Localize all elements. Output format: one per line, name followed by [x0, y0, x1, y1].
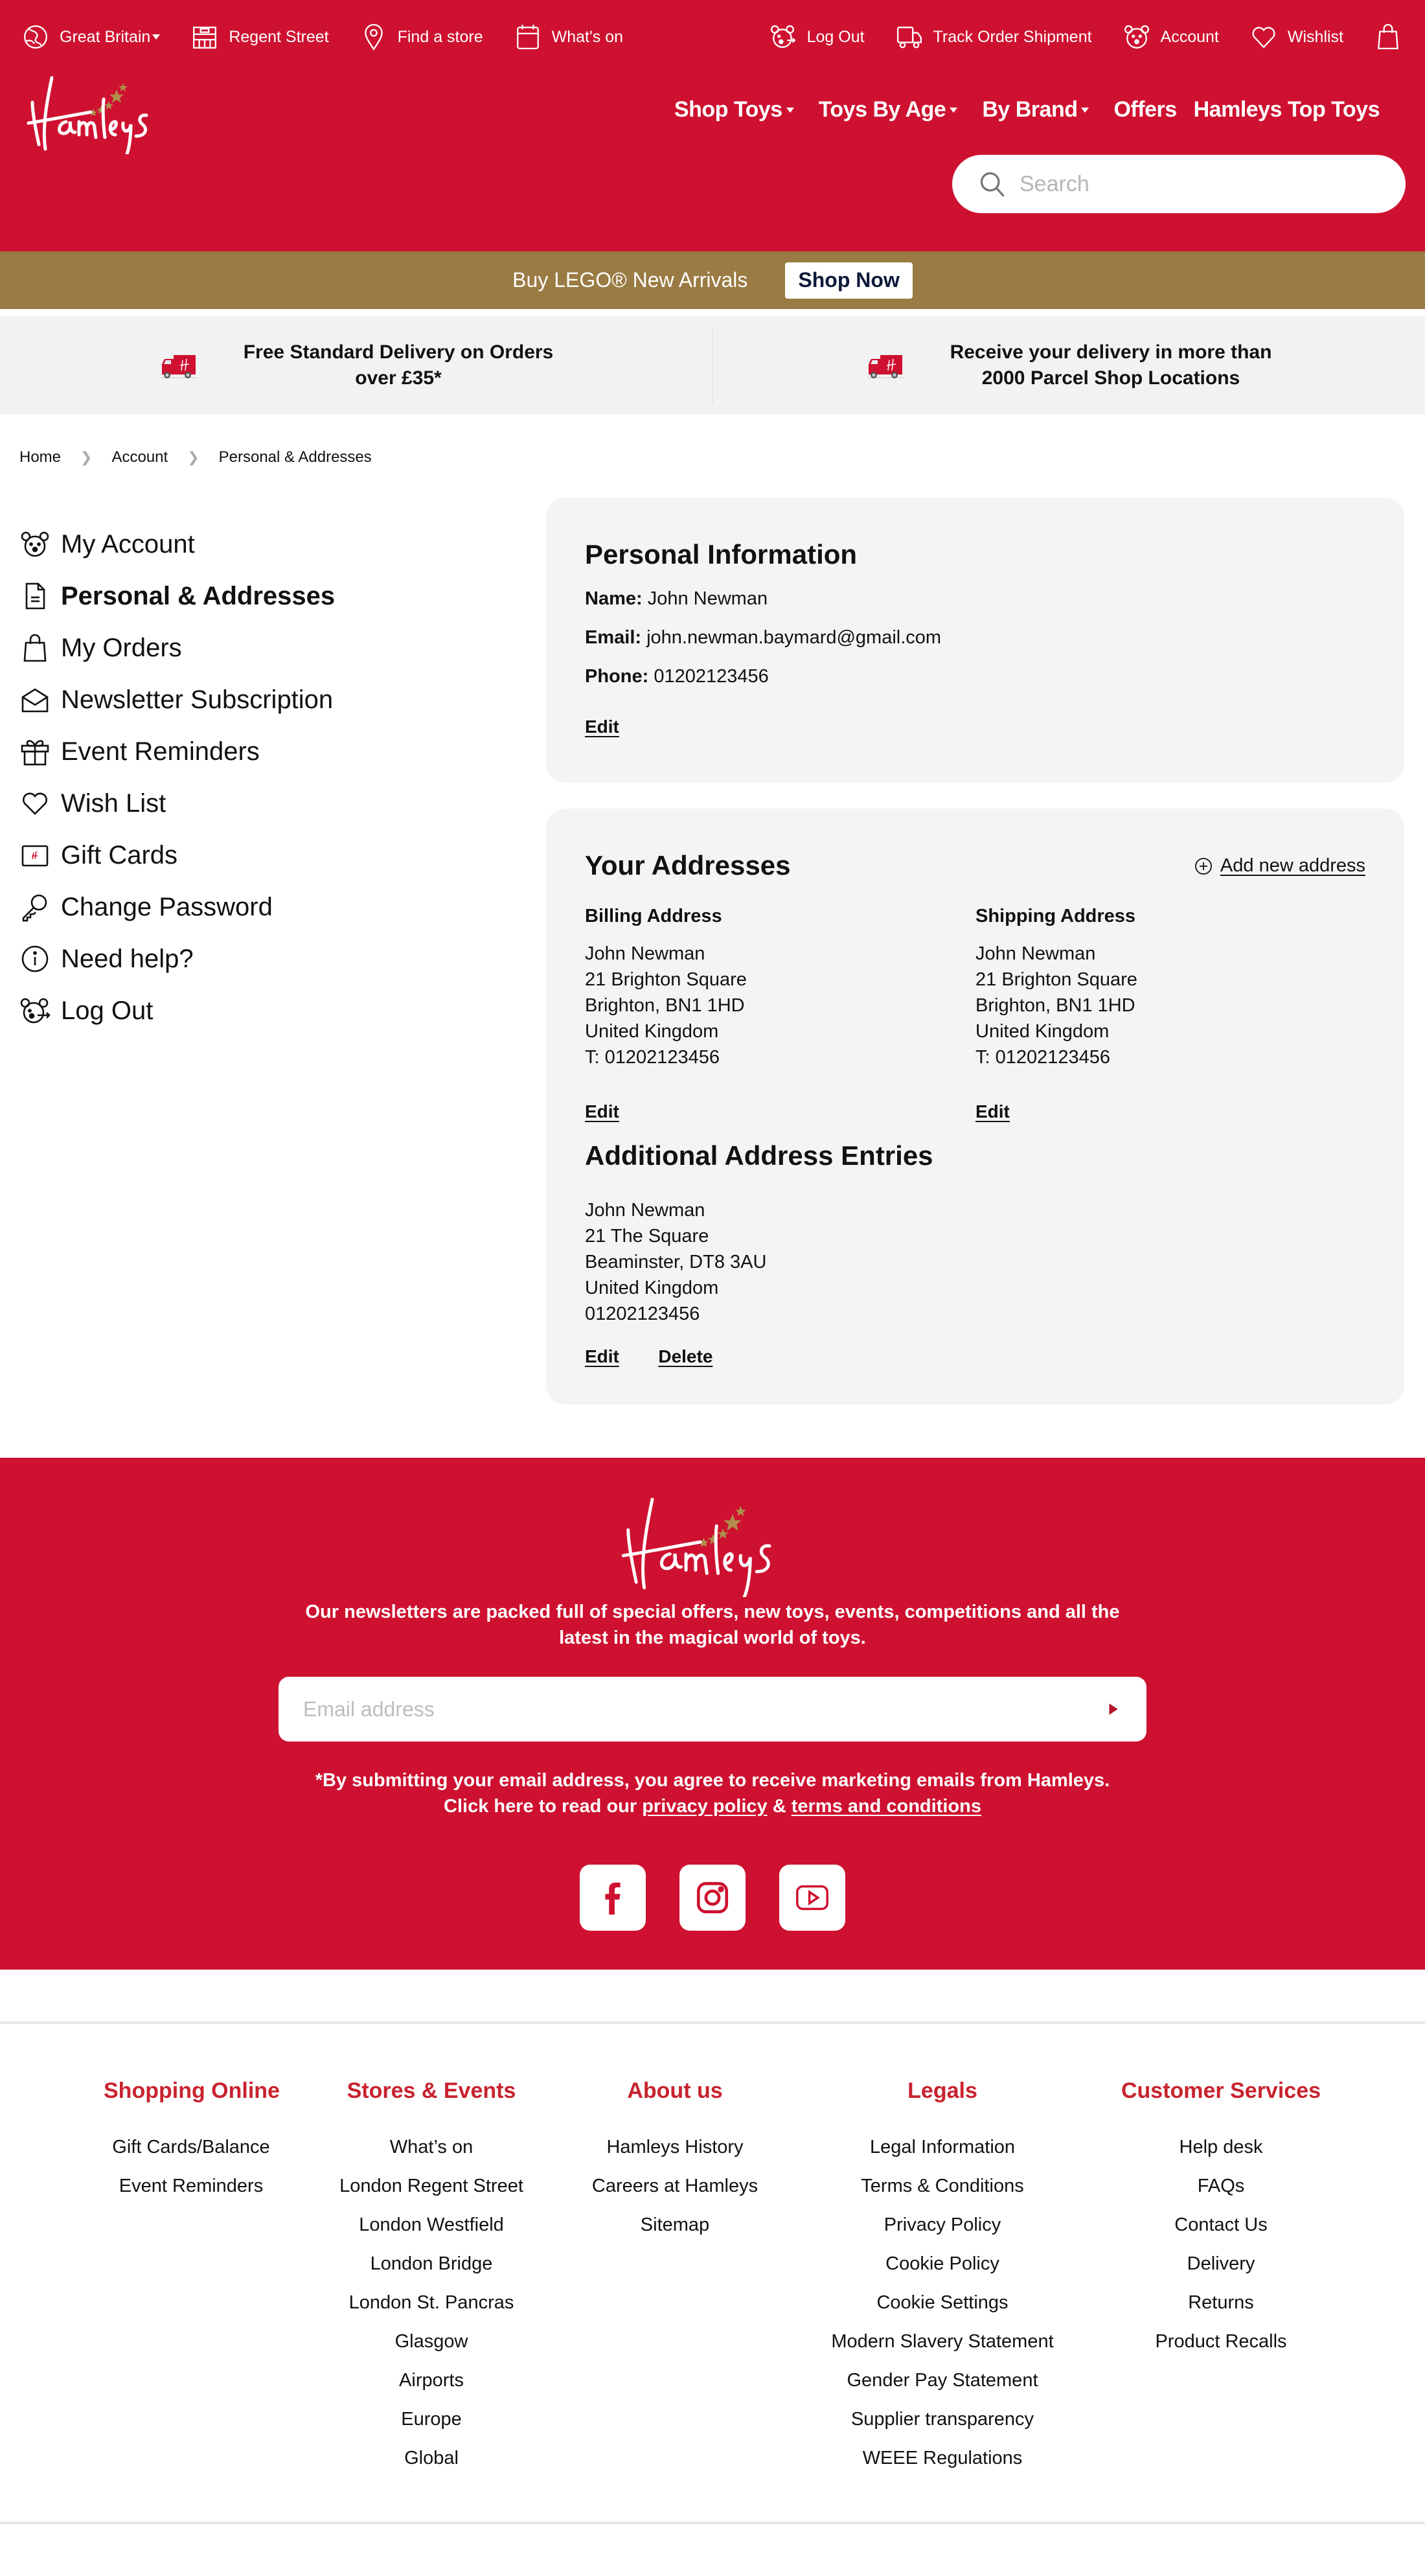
- phone-row: [585, 666, 769, 687]
- footer-link[interactable]: Modern Slavery Statement: [831, 2331, 1054, 2352]
- bear-icon: [19, 529, 51, 560]
- sidebar-item-my-account[interactable]: [19, 518, 512, 570]
- sidebar-item-label: Personal & Addresses: [61, 581, 336, 610]
- add-new-address-link[interactable]: [1194, 855, 1365, 877]
- address-line: Beaminster, DT8 3AU: [585, 1252, 767, 1272]
- breadcrumb: [19, 448, 372, 466]
- email-label: Email:: [585, 627, 642, 648]
- name-label: Name:: [585, 588, 643, 609]
- footer-link[interactable]: Hamleys History: [606, 2137, 744, 2157]
- nav-shop-toys[interactable]: [674, 97, 794, 122]
- play-arrow-icon: [1106, 1702, 1120, 1716]
- footer-link[interactable]: Gift Cards/Balance: [112, 2137, 270, 2157]
- additional-address-actions: [585, 1346, 766, 1367]
- additional-address-entry: [585, 1197, 766, 1367]
- topbar-left: [22, 22, 654, 52]
- newsletter-text-line: latest in the magical world of toys.: [559, 1627, 866, 1648]
- footer-heading: About us: [627, 2078, 723, 2103]
- nav-offers-label: Offers: [1113, 97, 1177, 122]
- sidebar-item-label: My Orders: [61, 633, 182, 662]
- newsletter-form: [279, 1677, 1146, 1742]
- address-line: 21 The Square: [585, 1226, 709, 1247]
- edit-shipping-address-link[interactable]: Edit: [975, 1101, 1010, 1121]
- breadcrumb-current: Personal & Addresses: [218, 448, 372, 466]
- shipping-address-heading: Shipping Address: [975, 906, 1136, 926]
- plus-circle-icon: [1194, 857, 1213, 875]
- find-store-link[interactable]: [360, 23, 483, 51]
- footer-col-stores-events: [328, 2073, 535, 2478]
- address-line: John Newman: [585, 1200, 705, 1221]
- delivery-line-2: 2000 Parcel Shop Locations: [981, 367, 1240, 389]
- search-bar[interactable]: [952, 155, 1406, 213]
- footer-link[interactable]: Returns: [1188, 2292, 1254, 2313]
- chevron-right-icon: ❯: [80, 449, 93, 465]
- disclaimer-prefix: Click here to read our: [444, 1796, 643, 1817]
- phone-label: Phone:: [585, 666, 649, 687]
- cart-button[interactable]: [1374, 23, 1402, 51]
- address-line: 21 Brighton Square: [585, 969, 747, 990]
- footer-link[interactable]: Global: [404, 2448, 459, 2468]
- edit-additional-address-link[interactable]: Edit: [585, 1346, 619, 1366]
- footer-bottom-divider: [0, 2522, 1425, 2524]
- delivery-text: [244, 339, 554, 391]
- hamleys-logo[interactable]: [19, 70, 181, 154]
- logout-link[interactable]: [770, 23, 865, 51]
- delivery-line-1: Receive your delivery in more than: [950, 341, 1272, 363]
- footer-link[interactable]: Cookie Policy: [885, 2253, 999, 2274]
- breadcrumb-home[interactable]: Home: [19, 448, 62, 466]
- privacy-policy-link[interactable]: privacy policy: [642, 1796, 768, 1817]
- footer-link[interactable]: Glasgow: [394, 2331, 468, 2352]
- site-header: [0, 0, 1425, 251]
- delete-additional-address-link[interactable]: Delete: [658, 1346, 713, 1366]
- whats-on-label: What's on: [551, 27, 624, 46]
- email-value: john.newman.baymard@gmail.com: [646, 627, 942, 648]
- newsletter-disclaimer: [194, 1767, 1231, 1819]
- nav-by-brand[interactable]: [982, 97, 1089, 122]
- footer-col-about-us: [578, 2073, 772, 2244]
- hamleys-logo-icon: [612, 1487, 813, 1597]
- envelope-open-icon: [19, 684, 51, 715]
- newsletter-email-input[interactable]: [303, 1697, 1104, 1721]
- country-selector[interactable]: [22, 23, 160, 51]
- sidebar-item-gift-cards[interactable]: [19, 829, 512, 881]
- sidebar-item-label: Wish List: [61, 788, 166, 818]
- shop-now-button[interactable]: Shop Now: [785, 262, 912, 299]
- sidebar-item-wish-list[interactable]: [19, 777, 512, 829]
- sidebar-item-label: Log Out: [61, 996, 154, 1025]
- bear-logout-icon: [770, 23, 797, 51]
- storefront-icon: [191, 23, 218, 51]
- name-row: [585, 588, 768, 610]
- document-icon: [19, 581, 51, 612]
- store-label: Regent Street: [229, 27, 329, 46]
- footer-link[interactable]: Supplier transparency: [850, 2409, 1034, 2430]
- footer-link[interactable]: Careers at Hamleys: [591, 2176, 758, 2196]
- billing-address-heading: Billing Address: [585, 906, 722, 926]
- nav-by-brand-label: By Brand: [982, 97, 1078, 122]
- disclaimer-text: *By submitting your email address, you agree to receive marketing emails from Hamleys.: [315, 1770, 1110, 1791]
- edit-personal-info-link[interactable]: Edit: [585, 717, 619, 737]
- info-icon: [19, 943, 51, 974]
- newsletter-submit-button[interactable]: [1104, 1700, 1122, 1718]
- address-line: 21 Brighton Square: [975, 969, 1137, 990]
- nav-offers[interactable]: [1113, 97, 1176, 122]
- sidebar-item-need-help[interactable]: [19, 933, 512, 985]
- ampersand: &: [767, 1796, 792, 1817]
- whats-on-link[interactable]: [514, 23, 623, 51]
- footer-link[interactable]: Sitemap: [640, 2214, 710, 2235]
- gift-card-icon: [19, 840, 51, 871]
- personal-info-card: [546, 498, 1404, 783]
- newsletter-description: [259, 1599, 1166, 1651]
- footer-link[interactable]: London Westfield: [359, 2214, 504, 2235]
- delivery-text: [950, 339, 1272, 391]
- footer-col-customer-services: [1114, 2073, 1328, 2361]
- wishlist-link[interactable]: [1250, 23, 1343, 51]
- calendar-icon: [514, 23, 542, 51]
- gift-icon: [19, 736, 51, 767]
- edit-billing-address-link[interactable]: Edit: [585, 1101, 619, 1121]
- footer-link[interactable]: Product Recalls: [1155, 2331, 1287, 2352]
- chevron-down-icon: [786, 108, 794, 113]
- sidebar-item-label: Need help?: [61, 944, 194, 973]
- track-order-link[interactable]: [896, 23, 1092, 51]
- footer-col-legals: [816, 2073, 1069, 2478]
- footer-heading: Shopping Online: [104, 2078, 280, 2103]
- footer-link[interactable]: Event Reminders: [119, 2176, 264, 2196]
- instagram-button[interactable]: [679, 1865, 746, 1931]
- delivery-truck-icon: [159, 351, 198, 380]
- footer-divider: [0, 2021, 1425, 2024]
- heart-icon: [1250, 23, 1277, 51]
- sidebar-item-event-reminders[interactable]: [19, 726, 512, 777]
- main-nav: [674, 97, 1380, 122]
- instagram-icon: [694, 1879, 731, 1916]
- footer-link[interactable]: Terms & Conditions: [861, 2176, 1024, 2196]
- additional-addresses-title: Additional Address Entries: [585, 1140, 933, 1171]
- shipping-address: [975, 906, 1338, 1122]
- key-icon: [19, 891, 51, 923]
- sidebar-item-label: My Account: [61, 529, 195, 558]
- facebook-button[interactable]: [580, 1865, 646, 1931]
- footer-link[interactable]: Cookie Settings: [876, 2292, 1009, 2313]
- address-line: United Kingdom: [585, 1278, 719, 1298]
- logout-label: Log Out: [806, 27, 865, 46]
- chevron-right-icon: ❯: [187, 449, 200, 465]
- topbar-right: [738, 22, 1402, 52]
- hamleys-logo-icon: [19, 70, 181, 154]
- footer-link[interactable]: London Regent Street: [339, 2176, 523, 2196]
- address-line: T: 01202123456: [975, 1047, 1111, 1068]
- search-input[interactable]: [1020, 172, 1382, 197]
- newsletter-text-line: Our newsletters are packed full of special offers, new toys, events, competitions and all the: [305, 1602, 1120, 1622]
- footer-link[interactable]: Help desk: [1179, 2137, 1263, 2157]
- truck-icon: [896, 23, 923, 51]
- social-links: [580, 1865, 879, 1931]
- bear-account-icon: [1123, 23, 1150, 51]
- delivery-truck-icon: [866, 351, 905, 380]
- footer-link[interactable]: WEEE Regulations: [862, 2448, 1023, 2468]
- delivery-parcel-shops: [712, 316, 1425, 415]
- account-link[interactable]: [1123, 23, 1219, 51]
- search-icon[interactable]: [978, 170, 1007, 198]
- delivery-free-standard: [0, 316, 712, 415]
- sidebar-item-change-password[interactable]: [19, 881, 512, 933]
- account-sidebar: [19, 518, 512, 1037]
- sidebar-item-personal-addresses[interactable]: [19, 570, 512, 622]
- email-row: [585, 627, 941, 649]
- nav-top-toys[interactable]: [1194, 97, 1380, 122]
- country-label: Great Britain: [60, 27, 151, 46]
- address-line: Brighton, BN1 1HD: [585, 995, 745, 1016]
- sidebar-item-label: Gift Cards: [61, 840, 178, 869]
- billing-address: [585, 906, 948, 1122]
- personal-info-title: Personal Information: [585, 539, 858, 569]
- nav-top-toys-label: Hamleys Top Toys: [1193, 97, 1380, 122]
- chevron-down-icon: [152, 34, 160, 40]
- sidebar-item-label: Change Password: [61, 892, 273, 921]
- address-line: United Kingdom: [585, 1021, 719, 1042]
- addresses-title: Your Addresses: [585, 850, 791, 880]
- address-line: John Newman: [975, 943, 1096, 964]
- account-label: Account: [1160, 27, 1219, 46]
- globe-icon: [22, 23, 49, 51]
- footer-heading: Customer Services: [1121, 2078, 1321, 2103]
- delivery-info-strip: [0, 316, 1425, 415]
- addresses-card: [546, 809, 1404, 1405]
- footer-heading: Legals: [907, 2078, 977, 2103]
- sidebar-item-newsletter[interactable]: [19, 674, 512, 726]
- chevron-down-icon: [1081, 108, 1089, 113]
- nav-toys-by-age-label: Toys By Age: [818, 97, 946, 122]
- shopping-bag-icon: [1374, 23, 1402, 51]
- sidebar-item-my-orders[interactable]: [19, 622, 512, 674]
- nav-toys-by-age[interactable]: [819, 97, 958, 122]
- address-line: 01202123456: [585, 1304, 700, 1324]
- promo-text: Buy LEGO® New Arrivals: [512, 268, 748, 292]
- address-line: John Newman: [585, 943, 705, 964]
- heart-icon: [19, 788, 51, 819]
- terms-conditions-link[interactable]: terms and conditions: [791, 1796, 981, 1817]
- youtube-icon: [793, 1879, 831, 1916]
- promo-banner: [0, 251, 1425, 309]
- delivery-line-1: Free Standard Delivery on Orders: [243, 341, 554, 363]
- find-store-label: Find a store: [397, 27, 483, 46]
- footer-hamleys-logo: [612, 1487, 813, 1597]
- shopping-bag-icon: [19, 632, 51, 663]
- youtube-button[interactable]: [779, 1865, 845, 1931]
- footer-link[interactable]: Privacy Policy: [884, 2214, 1001, 2235]
- address-line: United Kingdom: [975, 1021, 1110, 1042]
- footer-link[interactable]: Europe: [401, 2409, 462, 2430]
- footer-link[interactable]: What’s on: [389, 2137, 473, 2157]
- footer-link[interactable]: Legal Information: [869, 2137, 1016, 2157]
- track-order-label: Track Order Shipment: [933, 27, 1092, 46]
- chevron-down-icon: [950, 108, 957, 113]
- map-pin-icon: [360, 23, 387, 51]
- facebook-icon: [594, 1879, 632, 1916]
- phone-value: 01202123456: [654, 666, 769, 687]
- nav-shop-toys-label: Shop Toys: [674, 97, 782, 122]
- address-line: Brighton, BN1 1HD: [975, 995, 1135, 1016]
- name-value: John Newman: [647, 588, 768, 609]
- sidebar-item-label: Event Reminders: [61, 737, 260, 766]
- delivery-line-2: over £35*: [355, 367, 442, 389]
- footer-heading: Stores & Events: [347, 2078, 516, 2103]
- footer-link[interactable]: Airports: [399, 2370, 464, 2391]
- footer-col-shopping-online: [104, 2073, 279, 2205]
- address-line: T: 01202123456: [585, 1047, 720, 1068]
- sidebar-item-label: Newsletter Subscription: [61, 685, 334, 714]
- footer-link[interactable]: Contact Us: [1174, 2214, 1268, 2235]
- footer-link[interactable]: FAQs: [1197, 2176, 1245, 2196]
- bear-logout-icon: [19, 995, 51, 1026]
- add-new-address-label: Add new address: [1220, 855, 1365, 876]
- sidebar-item-log-out[interactable]: [19, 985, 512, 1037]
- footer-link[interactable]: London St. Pancras: [348, 2292, 514, 2313]
- footer-link[interactable]: London Bridge: [370, 2253, 493, 2274]
- store-link[interactable]: [191, 23, 328, 51]
- disclaimer-links-line: [194, 1793, 1231, 1819]
- footer-link[interactable]: Gender Pay Statement: [847, 2370, 1038, 2391]
- footer-link[interactable]: Delivery: [1187, 2253, 1255, 2274]
- breadcrumb-account[interactable]: Account: [111, 448, 168, 466]
- wishlist-label: Wishlist: [1287, 27, 1343, 46]
